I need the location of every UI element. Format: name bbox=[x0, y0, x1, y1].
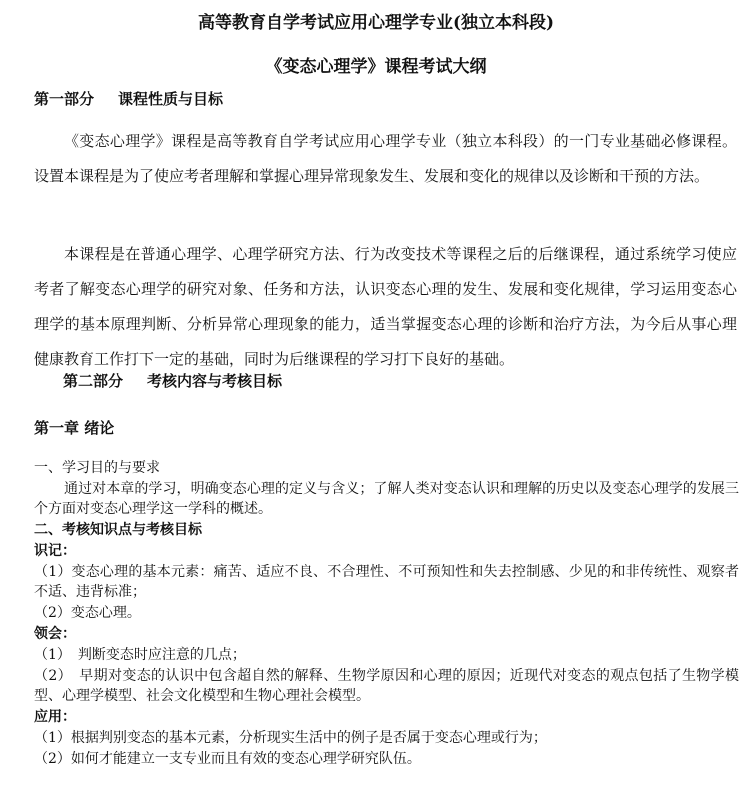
memorize-item: （2）变态心理。 bbox=[34, 605, 141, 621]
course-nature-paragraph: 《变态心理学》课程是高等教育自学考试应用心理学专业（独立本科段）的一门专业基础必修课程。设置本课程是为了使应考者理解和掌握心理异常现象发生、发展和变化的规律以及诊断和干预的方法。 bbox=[34, 132, 737, 185]
part-two-number: 第二部分 bbox=[63, 372, 124, 390]
comprehend-item: （2） 早期对变态的认识中包含超自然的解释、生物学原因和心理的原因；近现代对变态的观点包括了生物学模型、心理学模型、社会文化模型和生物心理社会模型。 bbox=[34, 668, 739, 704]
comprehend-item: （1） 判断变态时应注意的几点； bbox=[34, 647, 246, 663]
document-subtitle: 《变态心理学》课程考试大纲 bbox=[265, 57, 487, 77]
part-two-heading bbox=[63, 370, 282, 391]
apply-item: （2）如何才能建立一支专业而且有效的变态心理学研究队伍。 bbox=[34, 751, 421, 767]
part-one-number: 第一部分 bbox=[34, 90, 95, 108]
document-title: 高等教育自学考试应用心理学专业(独立本科段) bbox=[197, 13, 555, 33]
apply-label: 应用： bbox=[34, 709, 76, 725]
memorize-item: （1）变态心理的基本元素：痛苦、适应不良、不合理性、不可预知性和失去控制感、少见的和非传统性、观察者不适、违背标准； bbox=[34, 564, 739, 600]
objectives-paragraph: 通过对本章的学习，明确变态心理的定义与含义；了解人类对变态认识和理解的历史以及变态心理学的发展三个方面对变态心理学这一学科的概述。 bbox=[34, 481, 739, 517]
memorize-label: 识记： bbox=[34, 543, 76, 559]
part-one-heading bbox=[34, 88, 223, 109]
apply-item: （1）根据判别变态的基本元素，分析现实生活中的例子是否属于变态心理或行为； bbox=[34, 730, 547, 746]
chapter-heading: 第一章 绪论 bbox=[34, 419, 115, 437]
course-goal-paragraph: 本课程是在普通心理学、心理学研究方法、行为改变技术等课程之后的后继课程，通过系统学习使应考者了解变态心理学的研究对象、任务和方法，认识变态心理的发生、发展和变化规律，学习运用变态心理学的基本原理判断、分析异常心理现象的能力，适当掌握变态心理的诊断和治疗方法，为今后从事心理健康教育工作打下一定的基础，同时为后继课程的学习打下良好的基础。 bbox=[34, 245, 737, 368]
section-title-objectives: 一、学习目的与要求 bbox=[34, 460, 160, 476]
part-two-name: 考核内容与考核目标 bbox=[147, 372, 283, 390]
comprehend-label: 领会： bbox=[34, 626, 76, 642]
section-title-knowledge-points: 二、考核知识点与考核目标 bbox=[34, 522, 202, 538]
part-one-name: 课程性质与目标 bbox=[118, 90, 224, 108]
